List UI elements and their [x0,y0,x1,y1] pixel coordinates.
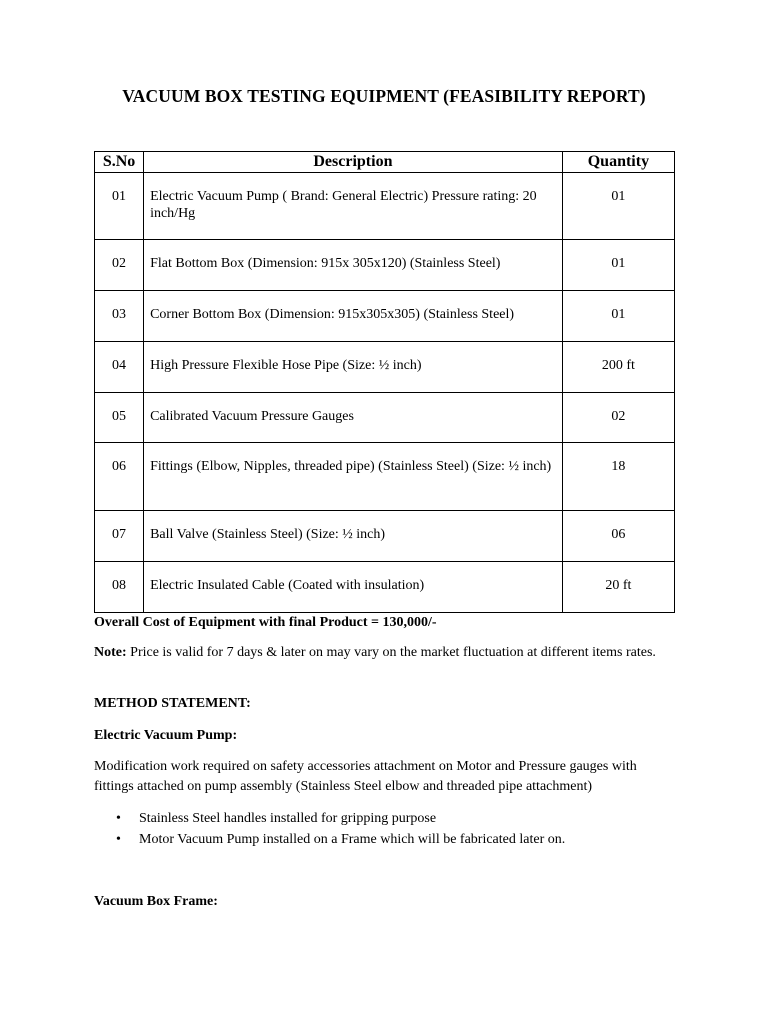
cell-description: Calibrated Vacuum Pressure Gauges [144,393,563,443]
bullet-text: Stainless Steel handles installed for gripping purpose [139,811,437,826]
cell-sno: 08 [95,562,144,613]
bullet-icon: • [116,811,121,826]
cell-sno: 04 [95,342,144,393]
table-row [95,562,675,613]
equipment-table [94,151,675,613]
cell-quantity: 02 [562,393,674,443]
note-paragraph [94,643,679,663]
cell-sno: 05 [95,393,144,443]
bullet-text: Motor Vacuum Pump installed on a Frame which will be fabricated later on. [139,832,566,847]
pump-section-heading: Electric Vacuum Pump: [94,728,238,743]
table-row [95,291,675,342]
note-label: Note: [94,645,127,660]
list-item [94,829,679,850]
header-sno: S.No [95,152,144,173]
table-row [95,240,675,291]
cell-quantity: 06 [562,511,674,562]
overall-cost: Overall Cost of Equipment with final Product = 130,000/- [94,615,437,630]
table-header-row [95,152,675,173]
cell-sno: 02 [95,240,144,291]
cell-description: Fittings (Elbow, Nipples, threaded pipe) (Stainless Steel) (Size: ½ inch) [144,443,563,511]
cell-sno: 07 [95,511,144,562]
cell-quantity: 01 [562,291,674,342]
cell-sno: 01 [95,173,144,240]
table-row [95,511,675,562]
pump-bullet-list [94,808,679,850]
bullet-icon: • [116,832,121,847]
method-statement-heading: METHOD STATEMENT: [94,696,251,711]
cell-description: High Pressure Flexible Hose Pipe (Size: ½ inch) [144,342,563,393]
cell-quantity: 01 [562,173,674,240]
table-row [95,173,675,240]
cell-description: Electric Insulated Cable (Coated with insulation) [144,562,563,613]
cell-quantity: 20 ft [562,562,674,613]
cell-description: Ball Valve (Stainless Steel) (Size: ½ inch) [144,511,563,562]
frame-section-heading: Vacuum Box Frame: [94,894,218,909]
cell-quantity: 01 [562,240,674,291]
cell-quantity: 18 [562,443,674,511]
note-text: Price is valid for 7 days & later on may vary on the market fluctuation at different items rates. [126,645,656,660]
cell-sno: 03 [95,291,144,342]
pump-section-paragraph: Modification work required on safety accessories attachment on Motor and Pressure gauges with fittings attached on pump assembly (Stainless Steel elbow and threaded pipe attachment) [94,759,637,794]
cell-sno: 06 [95,443,144,511]
document-title: VACUUM BOX TESTING EQUIPMENT (FEASIBILITY REPORT) [122,86,646,106]
header-quantity: Quantity [562,152,674,173]
cell-quantity: 200 ft [562,342,674,393]
table-row [95,393,675,443]
table-row [95,342,675,393]
list-item [94,808,679,829]
cell-description: Corner Bottom Box (Dimension: 915x305x305) (Stainless Steel) [144,291,563,342]
cell-description: Flat Bottom Box (Dimension: 915x 305x120) (Stainless Steel) [144,240,563,291]
table-row [95,443,675,511]
cell-description: Electric Vacuum Pump ( Brand: General Electric) Pressure rating: 20 inch/Hg [144,173,563,240]
header-description: Description [144,152,563,173]
